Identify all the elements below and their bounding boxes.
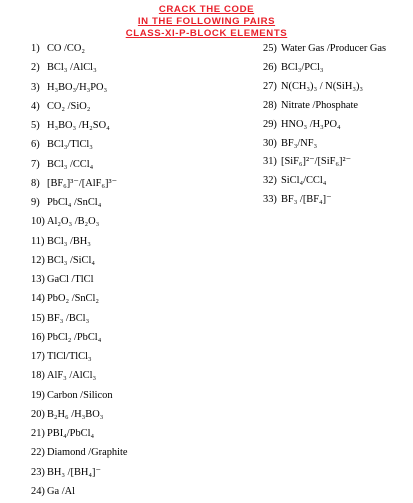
item-pair: Water Gas /Producer Gas xyxy=(281,43,387,54)
item-number: 33) xyxy=(263,194,277,206)
item-number: 22) xyxy=(31,447,45,459)
item-pair: H₃BO₃/H₃PO₃ xyxy=(47,81,108,93)
item-number: 32) xyxy=(263,175,277,187)
item-number: 30) xyxy=(263,137,277,149)
item-pair: PbCl₄ /SnCl₄ xyxy=(47,197,102,208)
item-number: 13) xyxy=(31,274,45,285)
item-pair: AlF₃ /AlCl₃ xyxy=(47,370,97,382)
item-number: 20) xyxy=(31,408,45,420)
item-pair: SiCl₄/CCl₄ xyxy=(281,175,327,187)
item-number: 23) xyxy=(31,466,45,478)
item-pair: [SiF₆]²⁻/[SiF₆]²⁻ xyxy=(281,156,352,168)
list-item xyxy=(263,62,323,74)
list-item xyxy=(31,139,93,151)
item-pair: BCl₃ /CCl₄ xyxy=(47,158,94,170)
item-pair: PbO₂ /SnCl₂ xyxy=(47,293,99,305)
list-item xyxy=(31,467,101,479)
list-item xyxy=(31,236,91,248)
item-number: 2) xyxy=(31,62,40,74)
list-item xyxy=(31,62,97,74)
list-item xyxy=(31,313,89,325)
item-number: 29) xyxy=(263,118,277,130)
list-item xyxy=(31,120,110,132)
list-item xyxy=(31,216,99,228)
item-number: 19) xyxy=(31,389,45,401)
list-item xyxy=(263,43,386,55)
item-number: 6) xyxy=(31,139,40,151)
item-pair: B₂H₆ /H₃BO₃ xyxy=(47,408,104,420)
list-item xyxy=(31,43,85,55)
item-pair: Diamond /Graphite xyxy=(47,447,128,459)
item-number: 25) xyxy=(263,43,277,54)
item-number: 12) xyxy=(31,254,45,266)
list-item xyxy=(31,274,93,286)
item-pair: BCl₃ /SiCl₄ xyxy=(47,254,95,266)
item-pair: BCl₃ /BH₃ xyxy=(47,235,91,247)
page-subtitle: IN THE FOLLOWING PAIRS xyxy=(137,16,276,27)
list-item xyxy=(263,175,326,187)
item-pair: H₃BO₃ /H₂SO₄ xyxy=(47,120,110,131)
item-pair: Al₂O₃ /B₂O₃ xyxy=(47,216,100,228)
item-number: 11) xyxy=(31,235,45,247)
item-number: 28) xyxy=(263,99,277,111)
item-number: 9) xyxy=(31,197,40,208)
item-pair: HNO₃ /H₃PO₄ xyxy=(281,118,341,130)
class-heading: CLASS-XI-P-BLOCK ELEMENTS xyxy=(125,28,288,39)
list-item xyxy=(31,447,128,459)
item-pair: [BF₆]³⁻/[AlF₆]³⁻ xyxy=(47,177,118,189)
item-pair: TlCl/TlCl₃ xyxy=(47,351,92,362)
item-number: 15) xyxy=(31,312,45,324)
item-pair: BF₃ /[BF₄]⁻ xyxy=(281,194,332,206)
item-number: 4) xyxy=(31,100,40,112)
list-item xyxy=(31,390,113,402)
list-item xyxy=(263,156,351,168)
list-item xyxy=(31,370,96,382)
item-number: 21) xyxy=(31,428,45,439)
item-number: 1) xyxy=(31,43,40,54)
item-pair: BF₃ /BCl₃ xyxy=(47,312,90,324)
list-item xyxy=(263,100,358,112)
item-pair: BCl₃/PCl₃ xyxy=(281,61,324,73)
item-pair: BCl₃/TlCl₃ xyxy=(47,139,93,151)
item-pair: PbCl₂ /PbCl₄ xyxy=(47,331,102,343)
list-item xyxy=(31,351,92,363)
item-number: 27) xyxy=(263,80,277,92)
list-item xyxy=(263,138,317,150)
item-number: 7) xyxy=(31,158,40,170)
item-pair: BCl₃ /AlCl₃ xyxy=(47,62,97,74)
item-pair: Nitrate /Phosphate xyxy=(281,99,359,111)
list-item xyxy=(31,428,94,440)
list-item xyxy=(31,486,75,498)
item-number: 31) xyxy=(263,156,277,168)
item-number: 17) xyxy=(31,351,45,362)
item-number: 3) xyxy=(31,81,40,93)
list-item xyxy=(31,255,95,267)
item-pair: GaCl /TlCl xyxy=(47,274,94,285)
list-item xyxy=(263,119,341,131)
item-pair: CO₂ /SiO₂ xyxy=(47,100,91,112)
item-number: 8) xyxy=(31,177,40,189)
item-pair: Ga /Al xyxy=(47,485,75,497)
list-item xyxy=(31,82,107,94)
item-number: 10) xyxy=(31,216,45,228)
list-item xyxy=(31,159,93,171)
list-item xyxy=(31,332,101,344)
item-pair: CO /CO₂ xyxy=(47,43,85,54)
list-item xyxy=(263,81,363,93)
item-pair: PBI₄/PbCl₄ xyxy=(47,428,95,439)
item-pair: BH₃ /[BH₄]⁻ xyxy=(47,466,102,478)
item-pair: Carbon /Silicon xyxy=(47,389,113,401)
list-item xyxy=(31,293,99,305)
item-number: 5) xyxy=(31,120,40,131)
item-number: 24) xyxy=(31,485,45,497)
list-item xyxy=(31,101,90,113)
item-pair: BF₃/NF₃ xyxy=(281,137,318,149)
item-number: 16) xyxy=(31,331,45,343)
list-item xyxy=(31,178,117,190)
item-number: 14) xyxy=(31,293,45,305)
item-number: 26) xyxy=(263,61,277,73)
list-item xyxy=(263,194,332,206)
list-item xyxy=(31,197,101,209)
page-title: CRACK THE CODE xyxy=(158,4,255,15)
list-item xyxy=(31,409,103,421)
item-number: 18) xyxy=(31,370,45,382)
item-pair: N(CH₃)₃ / N(SiH₃)₃ xyxy=(281,80,364,92)
